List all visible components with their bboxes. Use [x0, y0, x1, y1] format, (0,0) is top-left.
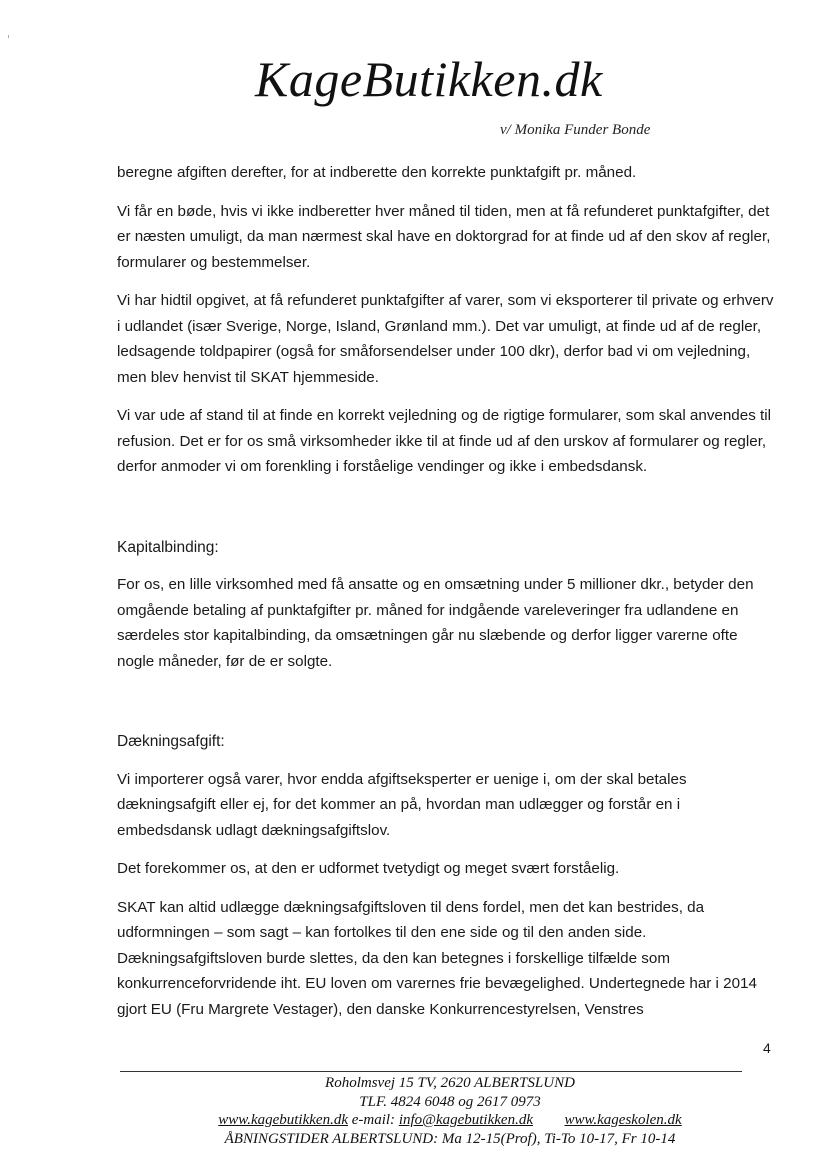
website-link-2[interactable]: www.kageskolen.dk	[564, 1112, 682, 1128]
email-link[interactable]: info@kagebutikken.dk	[398, 1112, 533, 1128]
website-link[interactable]: www.kagebutikken.dk	[218, 1112, 348, 1128]
section-heading-kapitalbinding: Kapitalbinding:	[117, 538, 219, 556]
paragraph: Vi får en bøde, hvis vi ikke indberetter hver måned til tiden, men at få refunderet punktafgifter, det er næsten umuligt, da man nærmest skal have en doktorgrad for at finde ud af den skov af regler, formularer og bestemmelser.	[117, 202, 771, 271]
margin-mark	[8, 35, 9, 38]
phone-number-1: 4824 6048	[390, 1093, 455, 1110]
email-label: e-mail:	[351, 1112, 396, 1128]
opening-hours: ÅBNINGSTIDER ALBERTSLUND: Ma 12-15(Prof), Ti-To 10-17, Fr 10-14	[224, 1130, 676, 1147]
footer-address: Roholmsvej 15 TV, 2620 ALBERTSLUND	[325, 1075, 575, 1091]
paragraph: Vi importerer også varer, hvor endda afgiftseksperter er uenige i, om der skal betales dækningsafgift eller ej, for det kommer an på, hvordan man udlægger og forstår en i embedsdansk udlagt dækningsafgiftslov.	[117, 770, 687, 839]
phone-separator: og	[458, 1093, 474, 1110]
footer	[150, 1074, 750, 1148]
letter-body	[117, 160, 777, 1035]
paragraph: Det forekommer os, at den er udformet tvetydigt og meget svært forståelig.	[117, 860, 620, 877]
phone-label: TLF.	[359, 1093, 387, 1110]
paragraph: Vi har hidtil opgivet, at få refunderet punktafgifter af varer, som vi eksporterer til private og erhverv i udlandet (især Sverige, Norge, Island, Grønland mm.). Det var umuligt, at finde ud af de regler, ledsagende toldpapirer (også for småforsendelser under 100 dkr), derfor bad vi om vejledning, men blev henvist til SKAT hjemmeside.	[117, 292, 774, 386]
paragraph: For os, en lille virksomhed med få ansatte og en omsætning under 5 millioner dkr., betyder den omgående betaling af punktafgifter pr. måned for indgående vareleveringer fra udlandene en særdeles stor kapitalbinding, da omsætningen går nu slæbende og derfor ligger varerne ofte nogle måneder, før de er solgte.	[117, 576, 754, 670]
footer-links	[150, 1111, 750, 1130]
section-heading-daekningsafgift: Dækningsafgift:	[117, 733, 225, 750]
paragraph: SKAT kan altid udlægge dækningsafgiftsloven til dens fordel, men det kan bestrides, da udformningen – som sagt – kan fortolkes til den ene side og til den anden side. Dækningsafgiftsloven burde slettes, da den kan betegnes i forskellige tilfælde som konkurrenceforvridende iht. EU loven om varernes frie bevægelighed. Undertegnede har i 2014 gjort EU (Fru Margrete Vestager), den danske Konkurrencestyrelsen, Venstres	[117, 898, 757, 1018]
footer-divider	[120, 1071, 742, 1072]
phone-number-2: 2617 0973	[476, 1093, 541, 1110]
page-number: 4	[763, 1040, 771, 1056]
paragraph: beregne afgiften derefter, for at indberette den korrekte punktafgift pr. måned.	[117, 164, 637, 181]
footer-phone	[150, 1093, 750, 1112]
owner-subtitle: v/ Monika Funder Bonde	[500, 122, 651, 138]
paragraph: Vi var ude af stand til at finde en korrekt vejledning og de rigtige formularer, som skal anvendes til refusion. Det er for os små virksomheder ikke til at finde ud af den urskov af formularer og regler, derfor anmoder vi om forenkling i forståelige vendinger og ikke i embedsdansk.	[117, 407, 771, 475]
company-logo: KageButikken.dk	[255, 51, 603, 107]
